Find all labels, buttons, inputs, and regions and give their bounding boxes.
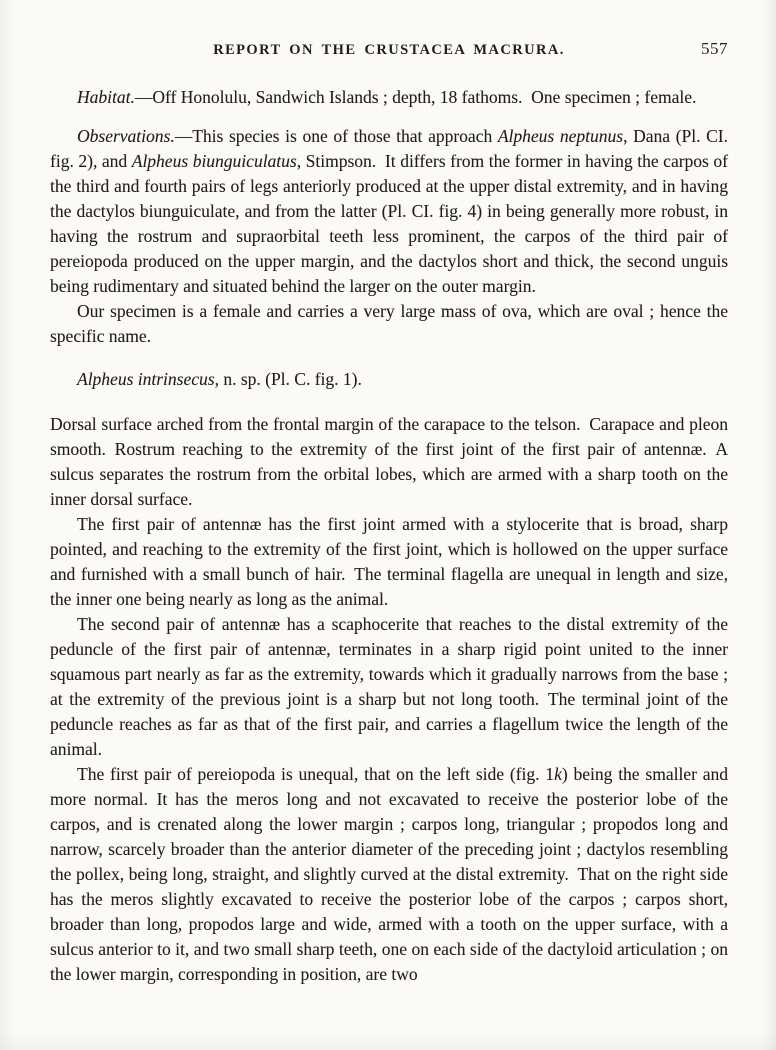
report-title: REPORT ON THE CRUSTACEA MACRURA.	[213, 42, 565, 58]
italic-text-segment: Alpheus biunguiculatus	[131, 151, 297, 171]
paragraph	[50, 85, 728, 110]
paragraph	[50, 762, 728, 987]
species-heading	[50, 367, 728, 392]
text-segment: The first pair of pereiopoda is unequal, that on the left side (fig. 1	[77, 764, 555, 784]
paragraph	[50, 612, 728, 762]
text-segment: The first pair of antennæ has the first joint armed with a stylocerite that is broad, sharp pointed, and reaching to the extremity of the first joint, which is hollowed on the upper surface and furnished with a small bunch of hair. The terminal flagella are unequal in length and size, the inner one being nearly as long as the animal.	[50, 514, 728, 609]
text-segment: Dorsal surface arched from the frontal margin of the carapace to the telson. Carapace and pleon smooth. Rostrum reaching to the extremity of the first joint of the first pair of antennæ. A sulcus separates the rostrum from the orbital lobes, which are armed with a sharp tooth on the inner dorsal surface.	[50, 414, 728, 509]
italic-text-segment: k	[554, 764, 562, 784]
text-segment: , Dana (Pl. CI. fig. 2), and	[50, 126, 728, 171]
text-segment: , Stimpson. It differs from the former in having the carpos of the third and fourth pairs of legs anteriorly produced at the upper distal extremity, and in having the dactylos biunguiculate, and from the latter (Pl. CI. fig. 4) in being generally more robust, in having the rostrum and supraorbital teeth less prominent, the carpos of the third pair of pereiopoda produced on the upper margin, and the dactylos short and thick, the second unguis being rudimentary and situated behind the larger on the outer margin.	[50, 151, 728, 296]
page-number: 557	[701, 39, 728, 58]
italic-text-segment: Alpheus intrinsecus	[77, 369, 215, 389]
text-segment: —This species is one of those that approach	[174, 126, 498, 146]
text-segment: Our specimen is a female and carries a very large mass of ova, which are oval ; hence the specific name.	[50, 301, 728, 346]
running-header	[50, 39, 728, 59]
page-body	[50, 85, 728, 987]
text-segment: ) being the smaller and more normal. It has the meros long and not excavated to receive the posterior lobe of the carpos, and is crenated along the lower margin ; carpos long, triangular ; propodos long and narrow, scarcely broader than the anterior diameter of the preceding joint ; dactylos resembling the pollex, being long, straight, and slightly curved at the distal extremity. That on the right side has the meros slightly excavated to receive the posterior lobe of the carpos ; carpos short, broader than long, propodos large and wide, armed with a tooth on the upper surface, with a sulcus anterior to it, and two small sharp teeth, one on each side of the dactyloid articulation ; on the lower margin, corresponding in position, are two	[50, 764, 728, 984]
italic-text-segment: Observations.	[77, 126, 175, 146]
paragraph	[50, 512, 728, 612]
italic-text-segment: Alpheus neptunus	[497, 126, 624, 146]
paragraph	[50, 124, 728, 299]
text-segment: , n. sp. (Pl. C. fig. 1).	[214, 369, 362, 389]
text-segment: —Off Honolulu, Sandwich Islands ; depth, 18 fathoms. One specimen ; female.	[134, 87, 697, 107]
paragraph	[50, 299, 728, 349]
paragraph	[50, 412, 728, 512]
text-segment: The second pair of antennæ has a scaphocerite that reaches to the distal extremity of the peduncle of the first pair of antennæ, terminates in a sharp rigid point united to the inner squamous part nearly as far as the extremity, towards which it gradually narrows from the base ; at the extremity of the previous joint is a sharp but not long tooth. The terminal joint of the peduncle reaches as far as that of the first pair, and carries a flagellum twice the length of the animal.	[50, 614, 728, 759]
italic-text-segment: Habitat.	[77, 87, 135, 107]
